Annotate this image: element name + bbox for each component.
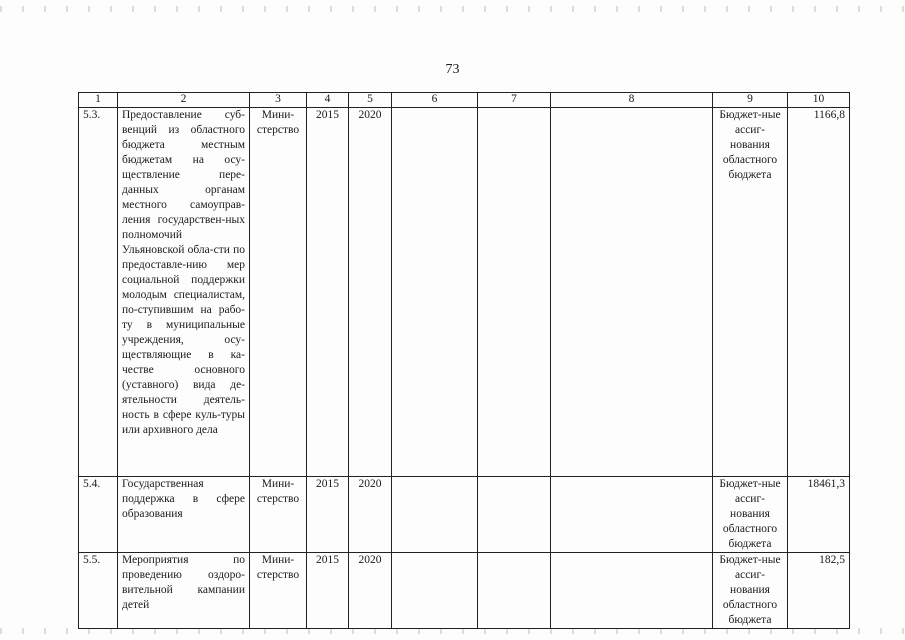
column-header: 9 — [713, 93, 788, 108]
column-number-row — [79, 93, 850, 108]
column-header: 6 — [392, 93, 478, 108]
funding-source-cell: Бюджет-ные ассиг-нования областного бюджета — [713, 553, 788, 629]
column-header: 10 — [788, 93, 850, 108]
row-number: 5.4. — [79, 477, 118, 553]
amount-cell: 182,5 — [788, 553, 850, 629]
start-year-cell: 2015 — [307, 553, 349, 629]
end-year-cell: 2020 — [349, 477, 392, 553]
amount-cell: 1166,8 — [788, 108, 850, 477]
empty-cell — [478, 553, 551, 629]
table-row — [79, 108, 850, 477]
measure-description: Мероприятия по проведению оздоро-вительной кампании детей — [118, 553, 250, 629]
start-year-cell: 2015 — [307, 477, 349, 553]
amount-cell: 18461,3 — [788, 477, 850, 553]
executor-cell: Мини-стерство — [250, 108, 307, 477]
funding-source-cell: Бюджет-ные ассиг-нования областного бюджета — [713, 477, 788, 553]
scan-artifact-top — [0, 6, 905, 12]
funding-source-cell: Бюджет-ные ассиг-нования областного бюджета — [713, 108, 788, 477]
table-row — [79, 477, 850, 553]
empty-cell — [392, 553, 478, 629]
column-header: 1 — [79, 93, 118, 108]
row-number: 5.5. — [79, 553, 118, 629]
empty-cell — [551, 477, 713, 553]
start-year-cell: 2015 — [307, 108, 349, 477]
end-year-cell: 2020 — [349, 108, 392, 477]
empty-cell — [551, 108, 713, 477]
column-header: 3 — [250, 93, 307, 108]
column-header: 2 — [118, 93, 250, 108]
table-row — [79, 553, 850, 629]
empty-cell — [392, 108, 478, 477]
measure-description: Предоставление суб-венций из областного бюджета местным бюджетам на осу-ществление пере-данных органам местного самоуправ-ления государствен-ных полномочий Ульяновской обла-сти по предоставле-нию мер социальной поддержки молодым специалистам, по-ступившим на рабо-ту в муниципальные учреждения, осу-ществляющие в ка-честве основного (уставного) вида де-ятельности деятель-ность в сфере куль-туры или архивного дела — [118, 108, 250, 477]
column-header: 5 — [349, 93, 392, 108]
empty-cell — [392, 477, 478, 553]
page-number: 73 — [445, 62, 460, 77]
column-header: 8 — [551, 93, 713, 108]
row-number: 5.3. — [79, 108, 118, 477]
column-header: 7 — [478, 93, 551, 108]
executor-cell: Мини-стерство — [250, 477, 307, 553]
empty-cell — [478, 477, 551, 553]
empty-cell — [551, 553, 713, 629]
executor-cell: Мини-стерство — [250, 553, 307, 629]
empty-cell — [478, 108, 551, 477]
end-year-cell: 2020 — [349, 553, 392, 629]
column-header: 4 — [307, 93, 349, 108]
measure-description: Государственная поддержка в сфере образования — [118, 477, 250, 553]
budget-table — [78, 92, 850, 629]
